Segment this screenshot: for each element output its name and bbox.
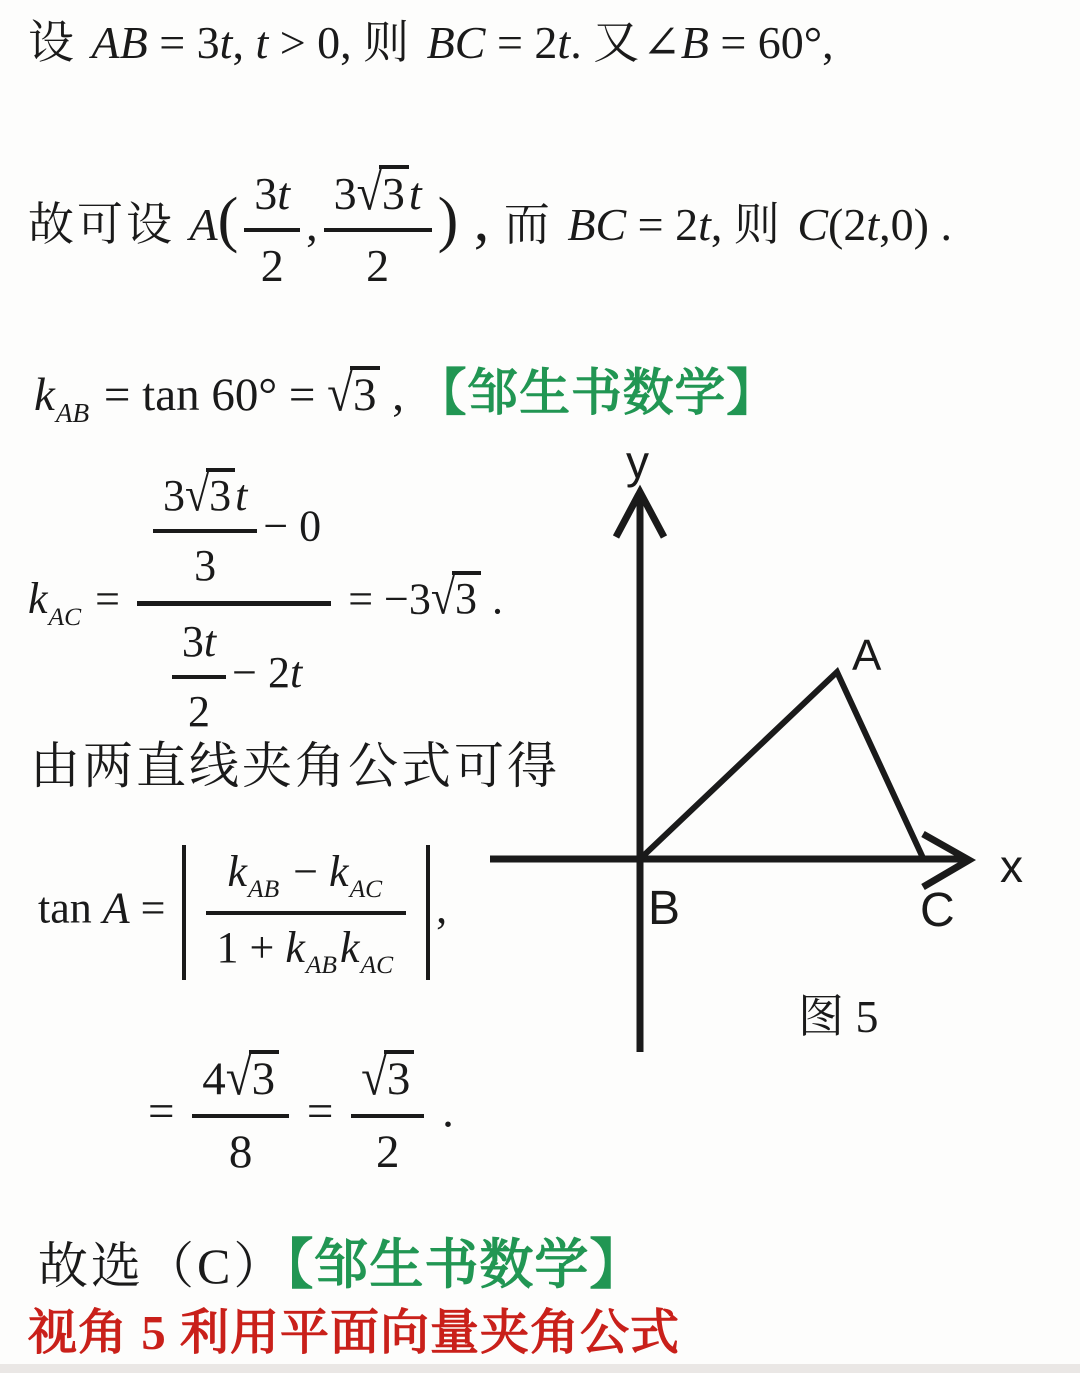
math-text: . xyxy=(570,17,594,68)
radical xyxy=(327,364,380,423)
math-text: 1 + xyxy=(216,922,286,972)
solution-line-3 xyxy=(34,352,778,429)
vertex-c-label: C xyxy=(920,884,955,937)
math-var: t xyxy=(698,199,711,251)
math-var-subscripted xyxy=(28,574,84,631)
math-var: A xyxy=(102,883,130,933)
cn-text: 设 xyxy=(28,17,92,68)
fraction-bar xyxy=(172,675,226,679)
math-text: = 2 xyxy=(626,199,699,251)
math-text: . xyxy=(430,1085,454,1138)
subscript: AC xyxy=(349,874,383,904)
brand-watermark: 【邹生书数学】 xyxy=(286,1235,645,1295)
math-text: − 0 xyxy=(263,501,322,551)
fraction-bar xyxy=(244,228,300,232)
radical xyxy=(184,466,235,522)
radical xyxy=(361,1048,414,1107)
fraction-numerator xyxy=(244,166,300,222)
fraction-numerator xyxy=(153,468,257,523)
figure-caption: 图 5 xyxy=(798,991,879,1042)
fraction-numerator xyxy=(172,615,226,669)
radical xyxy=(356,163,409,221)
math-var: k xyxy=(329,847,349,896)
math-text: 3 xyxy=(162,471,185,520)
math-var: t xyxy=(557,17,571,68)
math-var: t xyxy=(235,471,248,520)
fraction-numerator xyxy=(137,468,331,592)
fraction-bar xyxy=(324,228,432,232)
math-var: k xyxy=(227,847,248,896)
vertex-a-label: A xyxy=(852,631,882,680)
math-var: AB xyxy=(91,17,148,68)
math-text: , xyxy=(380,369,404,421)
cn-text: 又 xyxy=(593,17,643,68)
fraction-denominator: 2 xyxy=(260,239,284,291)
math-text: = 3 xyxy=(147,17,220,68)
cn-text: 由两直线夹角公式可得 xyxy=(30,738,560,794)
radical xyxy=(430,570,481,626)
radicand: 3 xyxy=(249,1050,280,1104)
fraction xyxy=(192,1050,289,1182)
math-text: , xyxy=(232,17,256,68)
figure-5 xyxy=(480,440,1080,1070)
radical-sign: √ xyxy=(430,570,455,626)
fraction-denominator: 8 xyxy=(228,1126,253,1179)
fraction xyxy=(244,166,300,294)
radical-sign: √ xyxy=(225,1048,252,1107)
radicand: 3 xyxy=(452,571,481,622)
fraction-bar xyxy=(192,1114,289,1118)
subscript: AC xyxy=(360,950,394,980)
fraction-denominator: 3 xyxy=(194,540,217,590)
math-text: (2 xyxy=(828,199,867,251)
fraction-numerator xyxy=(192,1050,289,1108)
angle-symbol: ∠ xyxy=(642,17,681,68)
radical-sign: √ xyxy=(184,466,210,522)
paren: ( xyxy=(217,186,239,255)
fraction-bar xyxy=(351,1114,424,1118)
solution-line-8 xyxy=(38,1222,644,1299)
math-text: = 60°, xyxy=(708,17,834,68)
math-text: = xyxy=(84,574,131,624)
triangle-abc xyxy=(640,672,923,859)
math-text: = 2 xyxy=(485,17,558,68)
fraction-bar xyxy=(206,911,406,915)
cn-text: 故可设 xyxy=(28,199,190,251)
radical-sign: √ xyxy=(361,1048,387,1107)
radicand: 3 xyxy=(206,468,235,519)
math-text: = xyxy=(295,1085,346,1138)
paren: ) , xyxy=(437,186,490,255)
math-text: 4 xyxy=(202,1053,226,1105)
solution-line-4 xyxy=(28,468,503,739)
math-text: = xyxy=(148,1085,187,1138)
cn-text: 而 xyxy=(489,199,568,251)
math-text: − xyxy=(282,847,330,896)
scan-edge-shadow xyxy=(0,1364,1080,1373)
math-text: tan xyxy=(38,883,103,933)
math-text: 3 xyxy=(333,168,357,219)
radicand: 3 xyxy=(350,366,381,420)
fraction-numerator xyxy=(324,165,432,222)
fraction xyxy=(351,1050,424,1182)
fraction-denominator: 2 xyxy=(366,240,390,292)
math-var: k xyxy=(285,922,305,972)
fraction xyxy=(172,615,226,738)
radicand: 3 xyxy=(379,165,409,218)
math-text: > 0, xyxy=(268,17,364,68)
math-text: = xyxy=(129,883,177,933)
math-text: = −3 xyxy=(337,574,431,624)
y-axis-label: y xyxy=(626,440,649,488)
radical xyxy=(225,1048,279,1107)
math-text: ,0) . xyxy=(879,199,952,251)
fraction-denominator: 2 xyxy=(188,687,211,737)
absolute-value xyxy=(182,845,430,980)
vertex-b-label: B xyxy=(648,882,681,935)
math-text: = tan 60° = xyxy=(92,369,328,421)
radical-sign: √ xyxy=(356,163,382,221)
cn-text: 则 xyxy=(363,17,427,68)
fraction-numerator xyxy=(351,1050,424,1108)
math-text: − 2 xyxy=(232,648,290,698)
math-var: t xyxy=(408,168,422,219)
answer-text: 故选（C） xyxy=(38,1238,287,1294)
math-text: 3 xyxy=(181,617,204,667)
fraction-bar xyxy=(137,601,331,606)
subscript: AC xyxy=(48,601,82,631)
fraction xyxy=(153,468,257,592)
fraction-denominator: 2 xyxy=(375,1126,400,1179)
section-heading-red: 视角 5 利用平面向量夹角公式 xyxy=(28,1305,681,1360)
math-var-subscripted xyxy=(34,369,92,429)
math-var: A xyxy=(189,199,218,251)
radical-sign: √ xyxy=(327,364,353,423)
math-text: , xyxy=(306,199,318,251)
math-var: k xyxy=(34,369,55,421)
math-var: t xyxy=(219,17,233,68)
math-text: , xyxy=(436,883,448,933)
math-var: t xyxy=(289,648,303,698)
math-var: t xyxy=(866,199,880,251)
big-fraction xyxy=(137,468,331,739)
math-var: t xyxy=(277,167,291,219)
fraction xyxy=(324,165,432,294)
radicand: 3 xyxy=(384,1050,415,1104)
math-text: , xyxy=(710,199,734,251)
fraction-numerator xyxy=(217,845,395,905)
math-text: . xyxy=(480,574,503,624)
solution-line-1 xyxy=(28,6,834,72)
subscript: AB xyxy=(55,398,90,429)
math-var: k xyxy=(28,574,48,624)
subscript: AB xyxy=(305,950,338,980)
math-var: B xyxy=(680,17,709,68)
cn-text: 则 xyxy=(733,199,798,251)
solution-line-6 xyxy=(38,845,447,980)
math-var: k xyxy=(340,922,360,972)
math-var: BC xyxy=(426,17,486,68)
fraction-bar xyxy=(153,529,257,533)
fraction-denominator xyxy=(156,615,312,738)
fraction-denominator xyxy=(206,921,406,981)
brand-watermark: 【邹生书数学】 xyxy=(415,365,778,421)
math-var: C xyxy=(797,199,829,251)
math-text: 3 xyxy=(254,167,278,219)
solution-line-2 xyxy=(28,165,952,294)
solution-line-7 xyxy=(148,1050,454,1182)
x-axis-label: x xyxy=(1000,840,1023,892)
fraction xyxy=(206,845,406,980)
math-var: t xyxy=(255,17,269,68)
subscript: AB xyxy=(248,874,280,904)
math-var: BC xyxy=(567,199,627,251)
math-var: t xyxy=(203,617,217,667)
